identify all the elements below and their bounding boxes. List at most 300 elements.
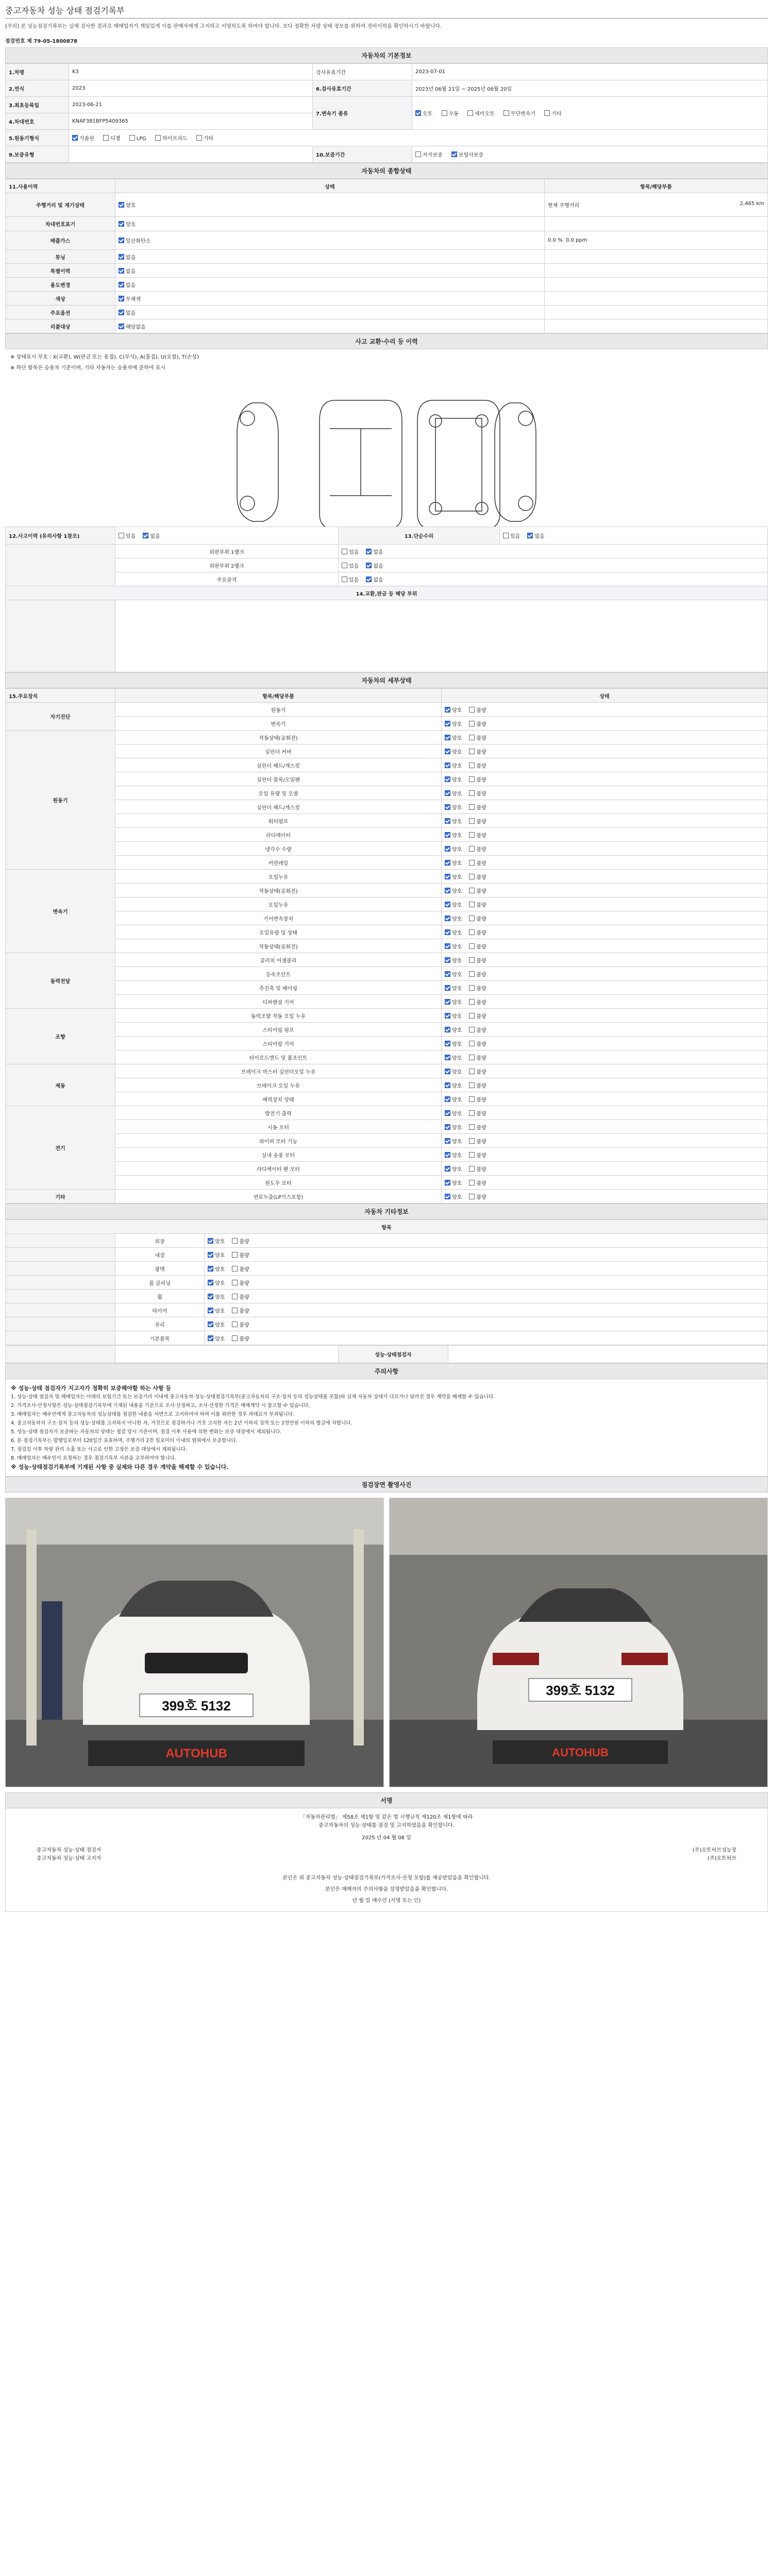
checkbox[interactable]: [143, 533, 148, 538]
checkbox[interactable]: [445, 804, 450, 810]
checkbox[interactable]: [469, 999, 475, 1005]
checkbox[interactable]: [467, 110, 473, 116]
detail-state: 양호 불량: [442, 1037, 768, 1050]
transmission-options: 오토 수동 세미오토 무단변속기 기타: [412, 97, 768, 130]
checkbox[interactable]: [469, 832, 475, 838]
general-row-state: 양호: [115, 217, 545, 231]
checkbox[interactable]: [527, 533, 533, 538]
general-header: 상태: [115, 179, 545, 193]
detail-header: 상태: [442, 689, 768, 703]
detail-state: 양호 불량: [442, 1064, 768, 1078]
checkbox[interactable]: [445, 762, 450, 768]
checkbox[interactable]: [469, 1055, 475, 1060]
sign-role: 중고자동차 성능·상태 고지자: [37, 1856, 102, 1861]
detail-state: 양호 불량: [442, 1009, 768, 1023]
checkbox[interactable]: [208, 1321, 213, 1327]
checkbox[interactable]: [342, 563, 347, 568]
checkbox[interactable]: [469, 957, 475, 963]
detail-state: 양호 불량: [442, 1092, 768, 1106]
checkbox[interactable]: [445, 1027, 450, 1032]
detail-group-label: 원동기: [6, 731, 115, 870]
checkbox[interactable]: [445, 1194, 450, 1199]
checkbox[interactable]: [445, 721, 450, 726]
section-detail-title: 자동차의 세부상태: [5, 672, 768, 688]
checkbox[interactable]: [445, 916, 450, 921]
general-row-state: 일산화탄소: [115, 231, 545, 250]
checkbox[interactable]: [469, 1082, 475, 1088]
note-line: 5. 성능·상태 점검자가 보증하는 자동차의 상태는 점검 당시 기준이며, 점검 이후 사용에 의한 변화는 보증 대상에서 제외됩니다.: [11, 1429, 282, 1435]
other-table: [5, 1219, 768, 1345]
checkbox[interactable]: [445, 1166, 450, 1172]
detail-state: 양호 불량: [442, 1120, 768, 1134]
inspector-label: 성능·상태점검자: [339, 1346, 448, 1363]
sign-org: (주)오토허브성능장: [692, 1848, 736, 1853]
checkbox[interactable]: [445, 1013, 450, 1019]
detail-item: 기어변속장치: [115, 911, 442, 925]
note-line: 7. 점검일 이후 차량 관리 소홀 또는 사고로 인한 고장은 보증 대상에서 제외됩니다.: [11, 1447, 187, 1452]
checkbox[interactable]: [208, 1308, 213, 1313]
detail-state: 양호 불량: [442, 939, 768, 953]
accident-label: 외판부위 1랭크: [115, 545, 339, 558]
detail-state: 양호 불량: [442, 967, 768, 981]
checkbox[interactable]: [445, 874, 450, 879]
checkbox[interactable]: [119, 202, 124, 208]
checkbox[interactable]: [119, 254, 124, 260]
other-state: 양호 불량: [205, 1331, 768, 1345]
detail-group-label: 전기: [6, 1106, 115, 1190]
note-line: 4. 중고자동차의 구조·장치 등의 성능·상태를 고지하지 아니한 자, 거짓으로 점검하거나 거짓 고지한 자는 2년 이하의 징역 또는 2천만원 이하의 벌금에 처합니다.: [11, 1420, 352, 1426]
detail-item: 실린더 블록/오일팬: [115, 772, 442, 786]
section-notes-title: 주의사항: [5, 1363, 768, 1379]
checkbox[interactable]: [342, 577, 347, 582]
checkbox[interactable]: [445, 832, 450, 838]
general-row-label: 주요옵션: [6, 306, 115, 319]
detail-item: 라디에이터 팬 모터: [115, 1162, 442, 1176]
checkbox[interactable]: [445, 902, 450, 907]
detail-item: 작동상태(공회전): [115, 731, 442, 744]
divider: [5, 18, 768, 19]
basic-label: 1.차명: [6, 64, 69, 80]
detail-state: 양호 불량: [442, 953, 768, 967]
detail-state: 양호 불량: [442, 1078, 768, 1092]
checkbox[interactable]: [445, 790, 450, 796]
sign-org: (주)오토허브: [707, 1856, 736, 1861]
other-state: 양호 불량: [205, 1262, 768, 1276]
checkbox[interactable]: [469, 1166, 475, 1172]
detail-item: 와이퍼 모터 기능: [115, 1134, 442, 1148]
checkbox[interactable]: [469, 776, 475, 782]
car-outline-icon: [5, 372, 768, 527]
checkbox[interactable]: [445, 1180, 450, 1185]
checkbox[interactable]: [119, 310, 124, 315]
section-general-title: 자동차의 종합상태: [5, 163, 768, 179]
rear-photo: [389, 1498, 768, 1787]
general-row-detail: [545, 217, 768, 231]
notes-title: ※ 성능·상태 점검자가 지고자가 정확히 보증해야할 하는 사항 등: [11, 1385, 172, 1392]
checkbox[interactable]: [445, 818, 450, 824]
checkbox[interactable]: [342, 549, 347, 554]
checkbox[interactable]: [232, 1238, 238, 1244]
checkbox[interactable]: [445, 999, 450, 1005]
detail-item: 워터펌프: [115, 814, 442, 828]
checkbox[interactable]: [445, 1110, 450, 1116]
general-row-label: 용도변경: [6, 278, 115, 292]
detail-item: 원동기: [115, 703, 442, 717]
checkbox[interactable]: [469, 762, 475, 768]
detail-state: 양호 불량: [442, 772, 768, 786]
checkbox[interactable]: [544, 110, 550, 116]
checkbox[interactable]: [72, 135, 78, 141]
detail-item: 오일누유: [115, 870, 442, 884]
detail-item: 등속조인트: [115, 967, 442, 981]
checkbox[interactable]: [232, 1294, 238, 1299]
general-row-label: 리콜대상: [6, 319, 115, 333]
sign-line: 중고자동차의 성능·상태를 점검 및 고지하였음을 확인합니다.: [318, 1823, 455, 1828]
plate-text: 399호 5132: [546, 1683, 615, 1698]
checkbox[interactable]: [445, 735, 450, 740]
notes-block: [5, 1379, 768, 1477]
detail-item: 스티어링 기어: [115, 1037, 442, 1050]
document: [5, 4, 768, 1912]
other-item: 타이어: [115, 1303, 205, 1317]
exchange-title: 14.교환,판금 등 해당 부위: [6, 586, 768, 600]
page-title: 중고자동차 성능 상태 점검기록부: [5, 6, 125, 15]
checkbox[interactable]: [119, 533, 124, 538]
detail-item: 타이로드엔드 및 볼조인트: [115, 1050, 442, 1064]
checkbox[interactable]: [119, 221, 124, 227]
checkbox[interactable]: [469, 707, 475, 713]
detail-state: 양호 불량: [442, 1050, 768, 1064]
detail-state: 양호 불량: [442, 814, 768, 828]
checkbox[interactable]: [469, 943, 475, 949]
checkbox[interactable]: [469, 1138, 475, 1144]
detail-group-label: 변속기: [6, 870, 115, 953]
checkbox[interactable]: [469, 1027, 475, 1032]
checkbox[interactable]: [469, 860, 475, 866]
checkbox[interactable]: [469, 721, 475, 726]
other-item: 외장: [115, 1234, 205, 1248]
brand-text: AUTOHUB: [552, 1746, 609, 1759]
other-item: 광택: [115, 1262, 205, 1276]
checkbox[interactable]: [469, 1180, 475, 1185]
detail-group-label: 기타: [6, 1190, 115, 1204]
detail-state: 양호 불량: [442, 884, 768, 897]
checkbox[interactable]: [469, 1194, 475, 1199]
detail-table: [5, 688, 768, 1204]
basic-label-2: 6.검사유효기간: [313, 80, 412, 97]
detail-state: 양호 불량: [442, 1134, 768, 1148]
checkbox[interactable]: [503, 110, 509, 116]
checkbox[interactable]: [232, 1308, 238, 1313]
detail-item: 실린더 헤드/개스킷: [115, 800, 442, 814]
checkbox[interactable]: [445, 1138, 450, 1144]
checkbox[interactable]: [469, 735, 475, 740]
plate-text: 399호 5132: [162, 1698, 231, 1714]
detail-state: 양호 불량: [442, 786, 768, 800]
detail-state: 양호 불량: [442, 828, 768, 842]
inspector-value: [448, 1346, 768, 1363]
detail-state: 양호 불량: [442, 1106, 768, 1120]
checkbox[interactable]: [232, 1252, 238, 1258]
checkbox[interactable]: [155, 135, 161, 141]
general-row-label: 차대번호표기: [6, 217, 115, 231]
checkbox[interactable]: [469, 1041, 475, 1046]
detail-item: 배력장치 상태: [115, 1092, 442, 1106]
checkbox[interactable]: [366, 577, 372, 582]
detail-item: 실린더 커버: [115, 744, 442, 758]
general-row-label: 배출가스: [6, 231, 115, 250]
checkbox[interactable]: [469, 1069, 475, 1074]
checkbox[interactable]: [445, 1082, 450, 1088]
detail-item: 작동상태(공회전): [115, 939, 442, 953]
detail-state: 양호 불량: [442, 800, 768, 814]
other-state: 양호 불량: [205, 1248, 768, 1262]
note-line: 3. 매매업자는 매수인에게 중고자동차의 성능상태를 점검한 내용을 서면으로 고지하여야 하며 이를 위반한 경우 과태료가 부과됩니다.: [11, 1412, 294, 1417]
detail-item: 실내 송풍 모터: [115, 1148, 442, 1162]
section-photos-title: 점검장면 촬영사진: [5, 1477, 768, 1493]
checkbox[interactable]: [196, 135, 202, 141]
detail-state: 양호 불량: [442, 1023, 768, 1037]
detail-item: 오일 유량 및 오염: [115, 786, 442, 800]
detail-item: 시동 모터: [115, 1120, 442, 1134]
general-row-label: 색상: [6, 292, 115, 306]
checkbox[interactable]: [469, 929, 475, 935]
checkbox[interactable]: [366, 563, 372, 568]
checkbox[interactable]: [415, 151, 421, 157]
checkbox[interactable]: [469, 874, 475, 879]
section-basic-title: 자동차의 기본정보: [5, 47, 768, 63]
detail-state: 양호 불량: [442, 981, 768, 995]
detail-state: 양호 불량: [442, 744, 768, 758]
checkbox[interactable]: [208, 1266, 213, 1272]
basic-value: KNAF381BFP5409365: [69, 113, 313, 130]
checkbox[interactable]: [445, 1041, 450, 1046]
detail-header: 항목/해당부품: [115, 689, 442, 703]
checkbox[interactable]: [469, 1110, 475, 1116]
general-header: 항목/해당부품: [545, 179, 768, 193]
checkbox[interactable]: [445, 1124, 450, 1130]
detail-group-label: 조향: [6, 1009, 115, 1064]
basic-label-2: 10.보증기간: [313, 146, 412, 163]
basic-value-2: 2023-07-01: [412, 64, 768, 80]
checkbox[interactable]: [208, 1280, 213, 1285]
legend-text: ※ 상태표시 부호 : X(교환), W(판금 또는 용접), C(부식), A(흠집), U(요철), T(손상): [10, 354, 199, 360]
detail-item: 동력조향 작동 오일 누유: [115, 1009, 442, 1023]
other-state: 양호 불량: [205, 1234, 768, 1248]
detail-state: 양호 불량: [442, 925, 768, 939]
checkbox[interactable]: [232, 1335, 238, 1341]
other-item: 휠: [115, 1290, 205, 1303]
sign-date: 2025 년 04 월 08 일: [362, 1835, 411, 1841]
other-state: 양호 불량: [205, 1317, 768, 1331]
detail-item: 작동상태(공회전): [115, 884, 442, 897]
checkbox[interactable]: [445, 1055, 450, 1060]
note-line: 6. 본 점검기록부는 발행일로부터 120일간 유효하며, 주행거리 2천 킬로미터 이내의 범위에서 보증합니다.: [11, 1438, 238, 1444]
detail-group-label: 자기진단: [6, 703, 115, 731]
section-other-title: 자동차 기타정보: [5, 1204, 768, 1219]
basic-info-table: [5, 63, 768, 163]
basic-label-2: 검사유효기간: [313, 64, 412, 80]
other-item: 내장: [115, 1248, 205, 1262]
detail-item: 커먼레일: [115, 856, 442, 870]
checkbox[interactable]: [119, 324, 124, 329]
checkbox[interactable]: [445, 707, 450, 713]
checkbox[interactable]: [445, 1069, 450, 1074]
detail-state: 양호 불량: [442, 856, 768, 870]
basic-value: 2023: [69, 80, 313, 97]
detail-item: 브레이크 마스터 실린더오일 누유: [115, 1064, 442, 1078]
other-item: 기본품목: [115, 1331, 205, 1345]
warranty-options: 자가보증 보험사보증: [412, 146, 768, 163]
checkbox[interactable]: [469, 1013, 475, 1019]
general-row-label: 튜닝: [6, 250, 115, 264]
basic-label-2: 7.변속기 종류: [313, 97, 412, 130]
signature-block: [5, 1808, 768, 1912]
checkbox[interactable]: [208, 1335, 213, 1341]
detail-item: 실린더 헤드/개스킷: [115, 758, 442, 772]
rear-car-image: [390, 1498, 768, 1787]
checkbox[interactable]: [445, 860, 450, 866]
checkbox[interactable]: [445, 971, 450, 977]
section-accident-title: 사고 교환·수리 등 이력: [5, 333, 768, 349]
detail-state: 양호 불량: [442, 703, 768, 717]
exchange-area: [115, 600, 768, 672]
checkbox[interactable]: [469, 1096, 475, 1102]
detail-item: 오일유량 및 상태: [115, 925, 442, 939]
brand-text: AUTOHUB: [165, 1747, 227, 1760]
detail-state: 양호 불량: [442, 870, 768, 884]
detail-item: 브레이크 오일 누유: [115, 1078, 442, 1092]
checkbox[interactable]: [503, 533, 509, 538]
docno-value: 79-05-1800878: [33, 39, 78, 44]
basic-label: 9.보증유형: [6, 146, 69, 163]
checkbox[interactable]: [232, 1266, 238, 1272]
checkbox[interactable]: [119, 238, 124, 243]
notice-text: [주의] 본 성능점검기록부는 실제 검사한 결과로 매매업자가 책임있게 이를 판매자에게 고지하고 서명하도록 하여야 합니다. 보다 정확한 차량 상태 정보를 위하여 정비이력을 확인하시기 바랍니다.: [5, 24, 442, 29]
basic-label: 5.원동기형식: [6, 130, 69, 146]
detail-item: 변속기: [115, 717, 442, 731]
detail-group-label: 동력전달: [6, 953, 115, 1009]
checkbox[interactable]: [119, 282, 124, 287]
checkbox[interactable]: [445, 846, 450, 852]
detail-item: 연료누출(LP가스포함): [115, 1190, 442, 1204]
checkbox[interactable]: [208, 1252, 213, 1258]
checkbox[interactable]: [208, 1238, 213, 1244]
checkbox[interactable]: [451, 151, 457, 157]
detail-state: 양호 불량: [442, 995, 768, 1009]
checkbox[interactable]: [442, 110, 447, 116]
basic-label: 3.최초등록일: [6, 97, 69, 113]
checkbox[interactable]: [366, 549, 372, 554]
detail-state: 양호 불량: [442, 758, 768, 772]
checkbox[interactable]: [469, 1124, 475, 1130]
detail-state: 양호 불량: [442, 717, 768, 731]
basic-value: 2023-06-21: [69, 97, 313, 113]
general-table: 11.사용이력 상태 항목/해당부품 주행거리 및 계기상태 양호 현재 주행거리 2,465 km 차대번호표기 양호 배출가스 일산화탄소 0.0 % 0.0 ppm 튜닝 없음 특별이력 없음 용도변경 없음 색상 무채색 주요옵션 없음 리콜대상 해당없음: [5, 179, 768, 333]
checkbox[interactable]: [469, 846, 475, 852]
checkbox[interactable]: [119, 268, 124, 274]
checkbox[interactable]: [445, 985, 450, 991]
detail-state: 양호 불량: [442, 842, 768, 856]
checkbox[interactable]: [469, 804, 475, 810]
basic-value: [69, 146, 313, 163]
notes-warning: ※ 성능·상태점검기록부에 기재된 사항 중 실제와 다른 경우 계약을 해제할 수 있습니다.: [11, 1464, 229, 1470]
other-header: 항목: [6, 1220, 768, 1234]
car-diagram: [5, 372, 768, 527]
detail-item: 윈도우 모터: [115, 1176, 442, 1190]
other-item: 룸 클리닝: [115, 1276, 205, 1290]
checkbox[interactable]: [232, 1280, 238, 1285]
basic-label: 4.차대번호: [6, 113, 69, 130]
legend-text-2: ※ 하단 항목은 승용차 기준이며, 기타 자동차는 승용차에 준하여 표시: [10, 365, 165, 371]
checkbox[interactable]: [445, 776, 450, 782]
detail-item: 클러치 어셈블리: [115, 953, 442, 967]
checkbox[interactable]: [469, 916, 475, 921]
detail-state: 양호 불량: [442, 1162, 768, 1176]
checkbox[interactable]: [469, 790, 475, 796]
checkbox[interactable]: [469, 971, 475, 977]
accident-table: 12.사고이력 (유의사항 1참조) 있음 없음 13.단순수리 있음 없음 외판부위 1랭크 있음 없음 외판부위 2랭크 있음 없음 주요골격 있음 없음 14.교환,판금 등 해당 부위: [5, 527, 768, 672]
checkbox[interactable]: [445, 957, 450, 963]
detail-header: 15.주요장치: [6, 689, 115, 703]
section-sign-title: 서명: [5, 1792, 768, 1808]
general-header: 11.사용이력: [6, 179, 115, 193]
sign-line: 「자동차관리법」 제58조 제1항 및 같은 법 시행규칙 제120조 제1항에 따라: [300, 1815, 473, 1820]
checkbox[interactable]: [445, 943, 450, 949]
checkbox[interactable]: [445, 1096, 450, 1102]
detail-state: 양호 불량: [442, 1176, 768, 1190]
fuel-options: 가솔린 디젤 LPG 하이브리드 기타: [69, 130, 768, 146]
checkbox[interactable]: [415, 110, 421, 116]
basic-value: K3: [69, 64, 313, 80]
checkbox[interactable]: [208, 1294, 213, 1299]
front-car-image: [6, 1498, 384, 1787]
detail-state: 양호 불량: [442, 897, 768, 911]
checkbox[interactable]: [469, 888, 475, 893]
detail-item: 냉각수 수량: [115, 842, 442, 856]
checkbox[interactable]: [469, 818, 475, 824]
general-row-detail: 0.0 % 0.0 ppm: [545, 231, 768, 250]
checkbox[interactable]: [119, 296, 124, 301]
other-state: 양호 불량: [205, 1303, 768, 1317]
checkbox[interactable]: [469, 749, 475, 754]
checkbox[interactable]: [232, 1321, 238, 1327]
checkbox[interactable]: [129, 135, 135, 141]
checkbox[interactable]: [469, 1152, 475, 1158]
detail-item: 발전기 출력: [115, 1106, 442, 1120]
inspector-table: [5, 1345, 768, 1363]
checkbox[interactable]: [445, 1152, 450, 1158]
sign-line: 본인은 위 중고자동차 성능·상태점검기록부(가격조사·산정 포함)를 제공받았음을 확인합니다.: [282, 1875, 491, 1881]
photo-strip: [5, 1493, 768, 1792]
detail-item: 추진축 및 베어링: [115, 981, 442, 995]
checkbox[interactable]: [445, 749, 450, 754]
checkbox[interactable]: [469, 902, 475, 907]
accident-label: 주요골격: [115, 572, 339, 586]
checkbox[interactable]: [469, 985, 475, 991]
general-row-label: 특별이력: [6, 264, 115, 278]
detail-state: 양호 불량: [442, 1148, 768, 1162]
general-row-state: 양호: [115, 193, 545, 217]
checkbox[interactable]: [445, 929, 450, 935]
accident-label: 13.단순수리: [339, 527, 500, 545]
docno-label: 점검번호 제: [5, 39, 32, 44]
front-photo: [5, 1498, 384, 1787]
checkbox[interactable]: [103, 135, 109, 141]
buyer-sign[interactable]: 년 월 일 매수인 (서명 또는 인): [352, 1898, 421, 1904]
detail-item: 스티어링 펌프: [115, 1023, 442, 1037]
checkbox[interactable]: [445, 888, 450, 893]
